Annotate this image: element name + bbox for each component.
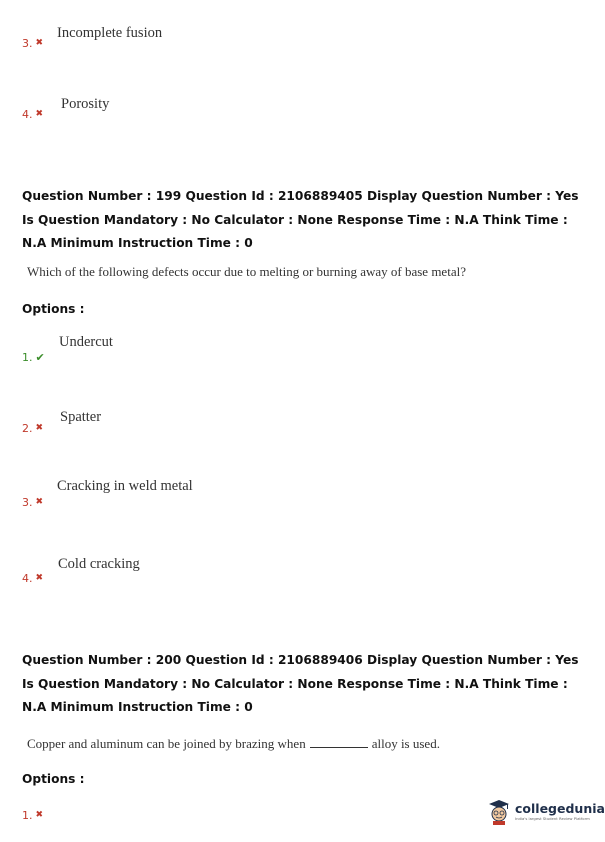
option-number-label: 4. [22,572,33,585]
question-text-before: Copper and aluminum can be joined by brazing when [27,736,306,751]
option-number-2 [22,422,43,435]
logo-tagline: India's largest Student Review Platform [515,816,590,822]
option-number-3 [22,37,43,50]
question-text [27,736,440,752]
option-number-1 [22,809,43,822]
option-number-1 [22,351,45,364]
option-number-label: 2. [22,422,33,435]
option-text: Spatter [60,409,102,425]
option-text: Undercut [59,334,113,350]
option-text: Porosity [61,96,110,112]
option-number-4 [22,108,43,121]
question-text-after: alloy is used. [371,736,440,751]
option-number-label: 3. [22,496,33,509]
option-number-label: 1. [22,809,33,822]
option-text: Cracking in weld metal [57,478,193,494]
option-number-3 [22,496,43,509]
graduate-mascot-icon [488,799,510,825]
cross-icon: ✖ [35,497,44,507]
cross-icon: ✖ [35,38,44,48]
collegedunia-logo [488,799,605,825]
question-text: Which of the following defects occur due to melting or burning away of base metal? [27,264,466,279]
options-label: Options : [22,302,85,316]
option-number-label: 4. [22,108,33,121]
option-number-label: 3. [22,37,33,50]
option-text: Cold cracking [58,556,140,572]
option-number-label: 1. [22,351,33,364]
cross-icon: ✖ [35,573,44,583]
cross-icon: ✖ [35,423,44,433]
fill-in-blank [310,747,368,748]
options-label: Options : [22,772,85,786]
option-text: Incomplete fusion [57,25,163,41]
question-header: Question Number : 199 Question Id : 2106889405 Display Question Number : Yes Is Question Mandatory : No Calculator : None Response Time : N.A Think Time : N.A Minimum Instruction Time : 0 [22,189,579,250]
option-number-4 [22,572,43,585]
logo-name: collegedunia [515,800,605,816]
check-icon: ✔ [35,351,45,364]
cross-icon: ✖ [35,810,44,820]
question-header: Question Number : 200 Question Id : 2106889406 Display Question Number : Yes Is Question Mandatory : No Calculator : None Response Time : N.A Think Time : N.A Minimum Instruction Time : 0 [22,653,579,714]
cross-icon: ✖ [35,109,44,119]
